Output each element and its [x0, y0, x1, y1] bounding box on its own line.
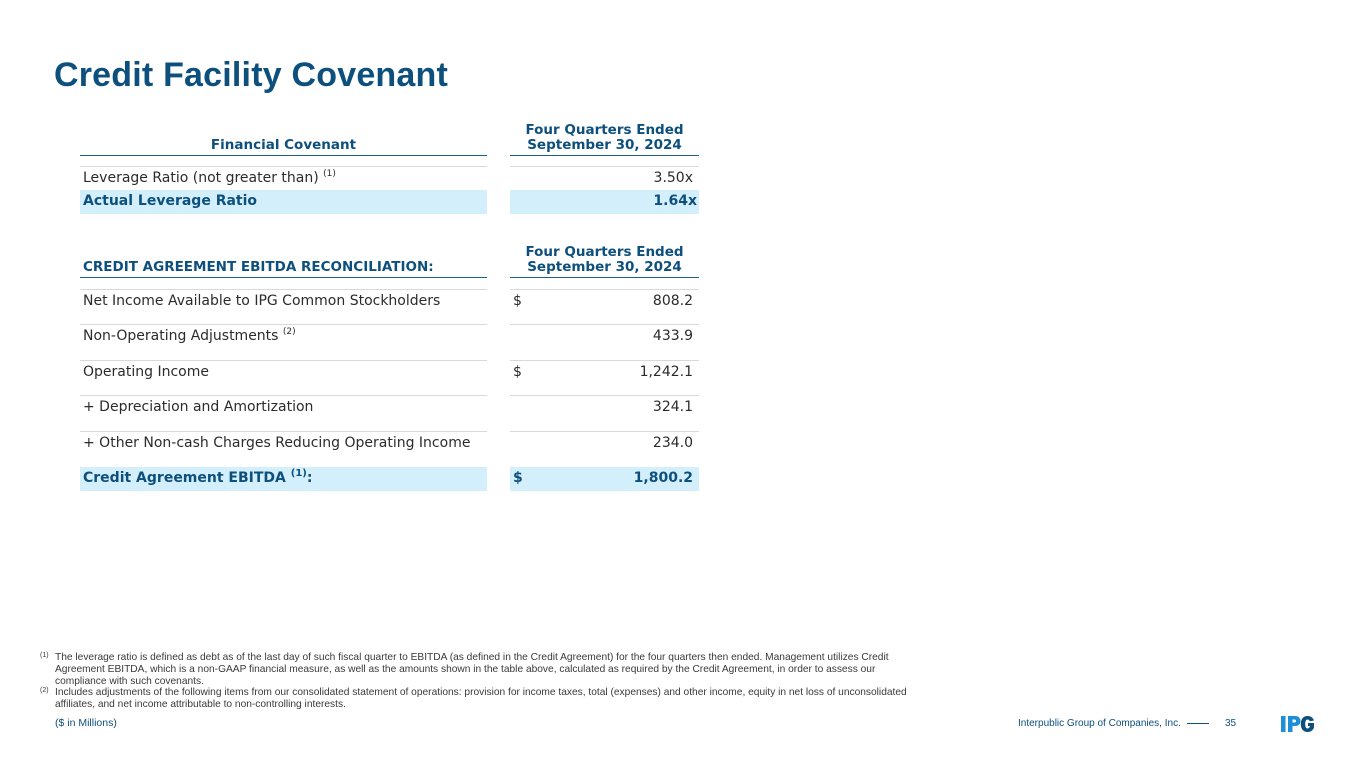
table-row-other-noncash [80, 431, 699, 455]
currency-symbol: $ [513, 470, 523, 486]
row-label: Actual Leverage Ratio [83, 193, 258, 209]
footnote-ref: (1) [290, 468, 307, 479]
row-value: 1,800.2 [633, 470, 693, 486]
row-value: 433.9 [652, 328, 693, 344]
period-line-2: September 30, 2024 [527, 259, 682, 275]
footnote-1 [40, 652, 910, 687]
currency-symbol: $ [513, 293, 522, 309]
footnote-ref: (1) [323, 169, 336, 179]
reconciliation-table-header [80, 245, 699, 278]
row-label: Leverage Ratio (not greater than) [83, 170, 319, 186]
row-value: 808.2 [652, 293, 693, 309]
footnote-text: The leverage ratio is defined as debt as of the last day of such fiscal quarter to EBITDA (as defined in the Credit Agreement) for the four quarters then ended. Management utilizes Credit Agreement EBITDA, which is a non-GAAP financial measure, as well as the amounts shown in the table above, calculated as required by the Credit Agreement, in order to assess our compliance with such covenants. [55, 652, 889, 687]
footnote-ref: (2) [282, 327, 296, 337]
footnote-mark: (2) [40, 687, 49, 695]
page-title: Credit Facility Covenant [54, 56, 448, 94]
table-row-depreciation [80, 395, 699, 419]
table-row-leverage-ratio [80, 166, 699, 190]
row-label: + Depreciation and Amortization [83, 399, 314, 415]
table-row-net-income [80, 289, 699, 313]
footnotes [40, 652, 910, 711]
footer-divider [1187, 723, 1209, 724]
row-label: + Other Non-cash Charges Reducing Operating Income [83, 435, 471, 451]
table-row-operating-income [80, 360, 699, 384]
row-label: Operating Income [83, 364, 209, 380]
period-line-2: September 30, 2024 [527, 137, 682, 153]
reconciliation-header-period [510, 245, 699, 278]
reconciliation-header-label: CREDIT AGREEMENT EBITDA RECONCILIATION: [80, 259, 487, 278]
table-row-credit-ebitda [80, 467, 699, 491]
covenant-header-period [510, 123, 699, 156]
row-value: 1,242.1 [639, 364, 693, 380]
row-label: Net Income Available to IPG Common Stockholders [83, 293, 441, 309]
currency-symbol: $ [513, 364, 522, 380]
covenant-table-header [80, 120, 699, 156]
covenant-header-label: Financial Covenant [80, 137, 487, 156]
period-line-1: Four Quarters Ended [525, 244, 684, 260]
row-label: Non-Operating Adjustments [83, 328, 279, 344]
period-line-1: Four Quarters Ended [525, 122, 684, 138]
ipg-logo [1281, 715, 1315, 733]
row-value: 324.1 [652, 399, 693, 415]
page-number: 35 [1225, 718, 1237, 729]
company-name: Interpublic Group of Companies, Inc. [1018, 718, 1181, 729]
row-value: 3.50x [653, 170, 693, 186]
table-row-non-operating [80, 324, 699, 348]
row-value: 234.0 [652, 435, 693, 451]
units-note: ($ in Millions) [55, 717, 117, 729]
footnote-mark: (1) [40, 652, 49, 659]
footnote-2 [40, 687, 910, 711]
row-value: 1.64x [653, 193, 697, 209]
row-label-suffix: : [306, 470, 313, 486]
row-label: Credit Agreement EBITDA [83, 470, 286, 486]
table-row-actual-leverage [80, 190, 699, 214]
footnote-text: Includes adjustments of the following items from our consolidated statement of operations: provision for income taxes, total (expenses) and other income, equity in net loss of unconsolidated affiliates, and net income attributable to non-controlling interests. [55, 687, 907, 711]
